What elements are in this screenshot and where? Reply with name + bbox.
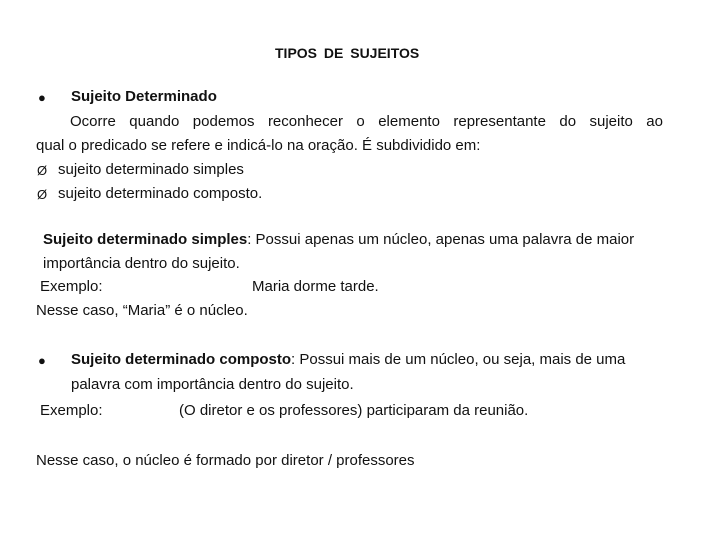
definition-line	[43, 230, 634, 250]
example-label: Exemplo:	[40, 278, 103, 295]
definition-term: Sujeito determinado simples	[43, 231, 248, 248]
definition-text: : Possui mais de um núcleo, ou seja, mais de uma	[291, 351, 626, 368]
list-item: sujeito determinado simples	[58, 161, 244, 178]
example-sentence: Maria dorme tarde.	[252, 278, 379, 295]
definition-line	[71, 350, 625, 370]
example-label: Exemplo:	[40, 402, 103, 419]
definition-term: Sujeito determinado composto	[71, 351, 292, 368]
arrow-bullet-icon: Ø	[37, 163, 48, 178]
arrow-bullet-icon: Ø	[37, 187, 48, 202]
page-title: TIPOS DE SUJEITOS	[275, 45, 420, 61]
bullet-icon: ●	[38, 90, 46, 105]
example-sentence: (O diretor e os professores) participaram da reunião.	[179, 402, 529, 419]
note-text: Nesse caso, “Maria” é o núcleo.	[36, 302, 248, 319]
definition-text: : Possui apenas um núcleo, apenas uma palavra de maior	[247, 231, 635, 248]
paragraph-line: qual o predicado se refere e indicá-lo na oração. É subdividido em:	[36, 137, 481, 154]
bullet-icon: ●	[38, 353, 46, 368]
definition-line: importância dentro do sujeito.	[43, 255, 240, 272]
section-heading: Sujeito Determinado	[71, 88, 217, 105]
definition-line: palavra com importância dentro do sujeito.	[71, 376, 354, 393]
note-text: Nesse caso, o núcleo é formado por diretor / professores	[36, 452, 415, 469]
paragraph-line: Ocorre quando podemos reconhecer o elemento representante do sujeito ao	[70, 113, 663, 130]
list-item: sujeito determinado composto.	[58, 185, 263, 202]
